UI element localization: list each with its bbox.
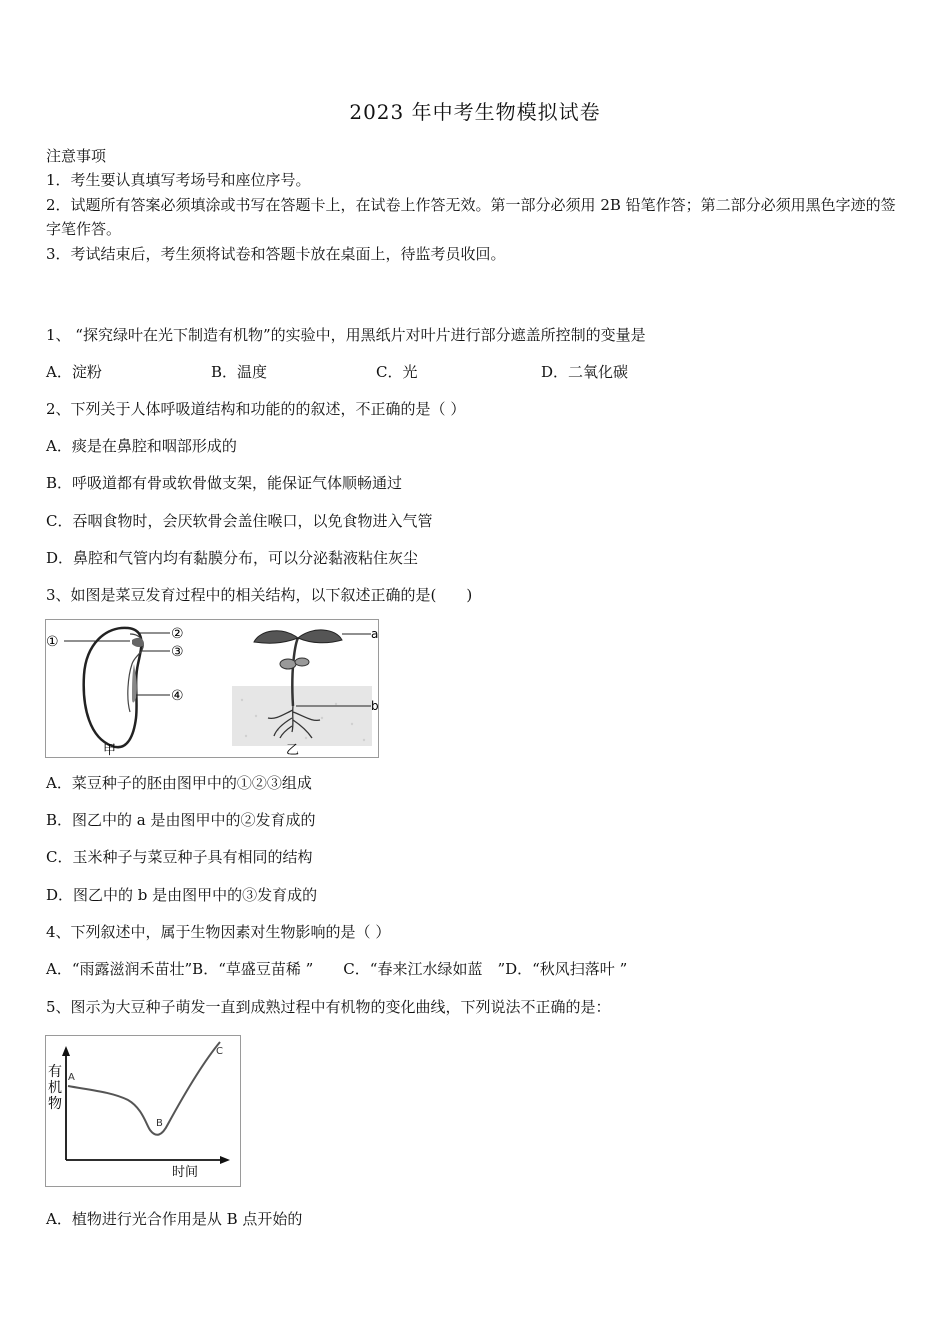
q1-option-a: A．淀粉 xyxy=(46,363,102,381)
question-5-stem: 5、图示为大豆种子萌发一直到成熟过程中有机物的变化曲线，下列说法不正确的是： xyxy=(46,998,611,1016)
bean-figure-svg xyxy=(46,620,378,757)
leaf-right xyxy=(298,630,342,643)
q3-option-a: A．菜豆种子的胚由图甲中的①②③组成 xyxy=(46,774,312,792)
ylabel-char-3: 物 xyxy=(48,1096,62,1112)
question-4-stem: 4、下列叙述中，属于生物因素对生物影响的是（ ） xyxy=(46,923,391,941)
organic-matter-curve-figure xyxy=(45,1035,241,1187)
seed-label-2: ② xyxy=(171,626,184,642)
ylabel-char-1: 有 xyxy=(48,1064,62,1080)
y-axis-arrow xyxy=(62,1046,70,1056)
cotyledon-right xyxy=(295,658,309,666)
notice-item-1: 1．考生要认真填写考场号和座位序号。 xyxy=(46,171,311,189)
q5-option-a: A．植物进行光合作用是从 B 点开始的 xyxy=(46,1210,303,1228)
q1-option-d: D．二氧化碳 xyxy=(541,363,629,381)
caption-yi: 乙 xyxy=(286,743,300,757)
q2-option-d: D．鼻腔和气管内均有黏膜分布，可以分泌黏液粘住灰尘 xyxy=(46,549,419,567)
q3-option-d: D．图乙中的 b 是由图甲中的③发育成的 xyxy=(46,886,318,904)
caption-jia: 甲 xyxy=(103,743,117,757)
xlabel: 时间 xyxy=(172,1165,199,1180)
notice-heading: 注意事项 xyxy=(46,147,107,165)
leaf-left xyxy=(254,631,298,643)
q3-option-c: C．玉米种子与菜豆种子具有相同的结构 xyxy=(46,848,313,866)
seed-label-3: ③ xyxy=(171,644,184,660)
cotyledon-left xyxy=(280,659,296,669)
q4-options: A．“雨露滋润禾苗壮”B．“草盛豆苗稀 ” C．“春来江水绿如蓝 ”D．“秋风扫落叶 ” xyxy=(46,960,628,978)
notice-item-3: 3．考试结束后，考生须将试卷和答题卡放在桌面上，待监考员收回。 xyxy=(46,245,506,263)
point-label-c: C xyxy=(216,1046,223,1057)
q1-option-b: B．温度 xyxy=(211,363,268,381)
question-3-stem: 3、如图是菜豆发育过程中的相关结构，以下叙述正确的是( ) xyxy=(46,586,473,604)
bean-development-figure xyxy=(45,619,379,758)
x-axis-arrow xyxy=(220,1156,230,1164)
q1-option-c: C．光 xyxy=(376,363,418,381)
q2-option-c: C．吞咽食物时，会厌软骨会盖住喉口，以免食物进入气管 xyxy=(46,512,433,530)
notice-item-2: 2．试题所有答案必须填涂或书写在答题卡上，在试卷上作答无效。第一部分必须用 2B 铅笔作答；第二部分必须用黑色字迹的签字笔作答。 xyxy=(46,196,896,238)
point-label-b: B xyxy=(156,1118,163,1129)
curve-svg xyxy=(46,1036,240,1186)
point-label-a: A xyxy=(68,1072,75,1083)
seedling-label-a: a xyxy=(371,627,378,641)
organic-matter-curve xyxy=(68,1042,220,1135)
question-1-stem: 1、 “探究绿叶在光下制造有机物”的实验中，用黑纸片对叶片进行部分遮盖所控制的变量是 xyxy=(46,326,646,344)
seed-label-4: ④ xyxy=(171,688,184,704)
q2-option-a: A．痰是在鼻腔和咽部形成的 xyxy=(46,437,237,455)
q2-option-b: B．呼吸道都有骨或软骨做支架，能保证气体顺畅通过 xyxy=(46,474,403,492)
exam-title: 2023 年中考生物模拟试卷 xyxy=(349,100,601,124)
seed-label-1: ① xyxy=(46,634,59,650)
question-2-stem: 2、下列关于人体呼吸道结构和功能的的叙述，不正确的是（ ） xyxy=(46,400,466,418)
seedling-label-b: b xyxy=(371,699,378,713)
ylabel-char-2: 机 xyxy=(48,1080,62,1096)
q3-option-b: B．图乙中的 a 是由图甲中的②发育成的 xyxy=(46,811,316,829)
